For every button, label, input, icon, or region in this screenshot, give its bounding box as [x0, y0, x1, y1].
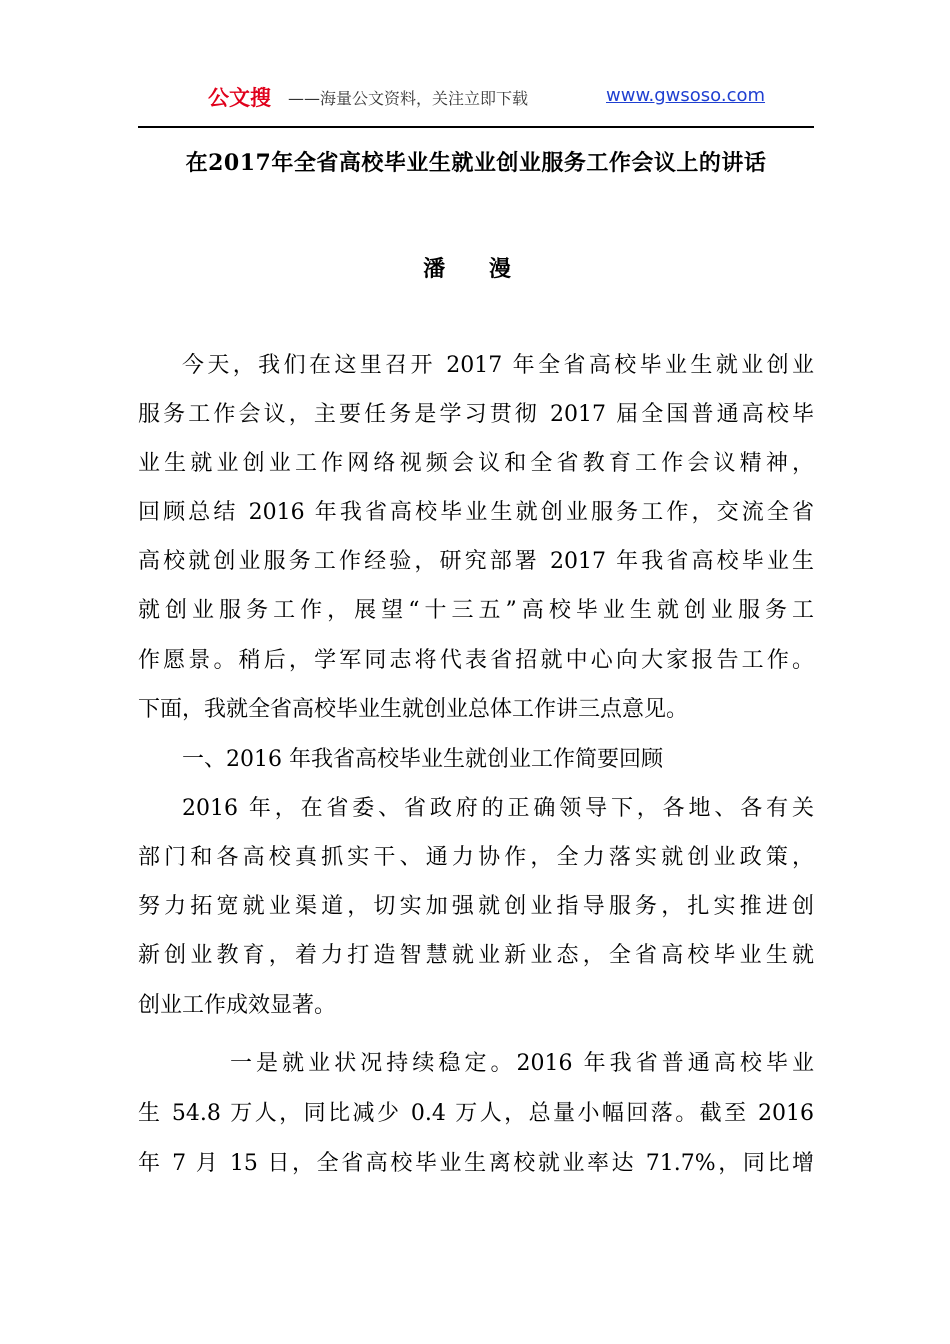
body-line: 服务工作会议，主要任务是学习贯彻 2017 届全国普通高校毕 — [138, 402, 814, 427]
body-line: 新创业教育，着力打造智慧就业新业态，全省高校毕业生就 — [138, 943, 814, 968]
body-line: 就创业服务工作，展望“十三五”高校毕业生就创业服务工 — [138, 598, 814, 623]
site-header — [138, 80, 814, 116]
body-line: 部门和各高校真抓实干、通力协作，全力落实就创业政策， — [138, 845, 814, 870]
section-heading: 一、2016 年我省高校毕业生就创业工作简要回顾 — [182, 747, 663, 772]
body-line: 2016 年，在省委、省政府的正确领导下，各地、各有关 — [182, 796, 814, 821]
body-line: 创业工作成效显著。 — [138, 993, 337, 1018]
header-tagline: ——海量公文资料，关注立即下载 — [288, 89, 529, 108]
brand-logo-text[interactable]: 公文搜 — [208, 86, 271, 110]
body-line: 年 7 月 15 日，全省高校毕业生离校就业率达 71.7%，同比增 — [138, 1151, 814, 1176]
body-line: 下面，我就全省高校毕业生就创业总体工作讲三点意见。 — [138, 697, 689, 722]
body-line: 生 54.8 万人，同比减少 0.4 万人，总量小幅回落。截至 2016 — [138, 1101, 814, 1126]
site-url-link[interactable]: www.gwsoso.com — [606, 85, 766, 106]
body-line: 回顾总结 2016 年我省高校毕业生就创业服务工作，交流全省 — [138, 500, 814, 525]
body-line: 今天，我们在这里召开 2017 年全省高校毕业生就业创业 — [182, 353, 814, 378]
header-divider — [138, 126, 814, 128]
document-title: 在2017年全省高校毕业生就业创业服务工作会议上的讲话 — [185, 150, 767, 176]
body-line: 努力拓宽就业渠道，切实加强就创业指导服务，扎实推进创 — [138, 894, 814, 919]
body-line: 作愿景。稍后，学军同志将代表省招就中心向大家报告工作。 — [138, 648, 814, 673]
body-line: 一是就业状况持续稳定。2016 年我省普通高校毕业 — [230, 1051, 814, 1076]
document-author: 潘 漫 — [423, 256, 529, 282]
body-line: 业生就业创业工作网络视频会议和全省教育工作会议精神， — [138, 451, 814, 476]
body-line: 高校就创业服务工作经验，研究部署 2017 年我省高校毕业生 — [138, 549, 814, 574]
